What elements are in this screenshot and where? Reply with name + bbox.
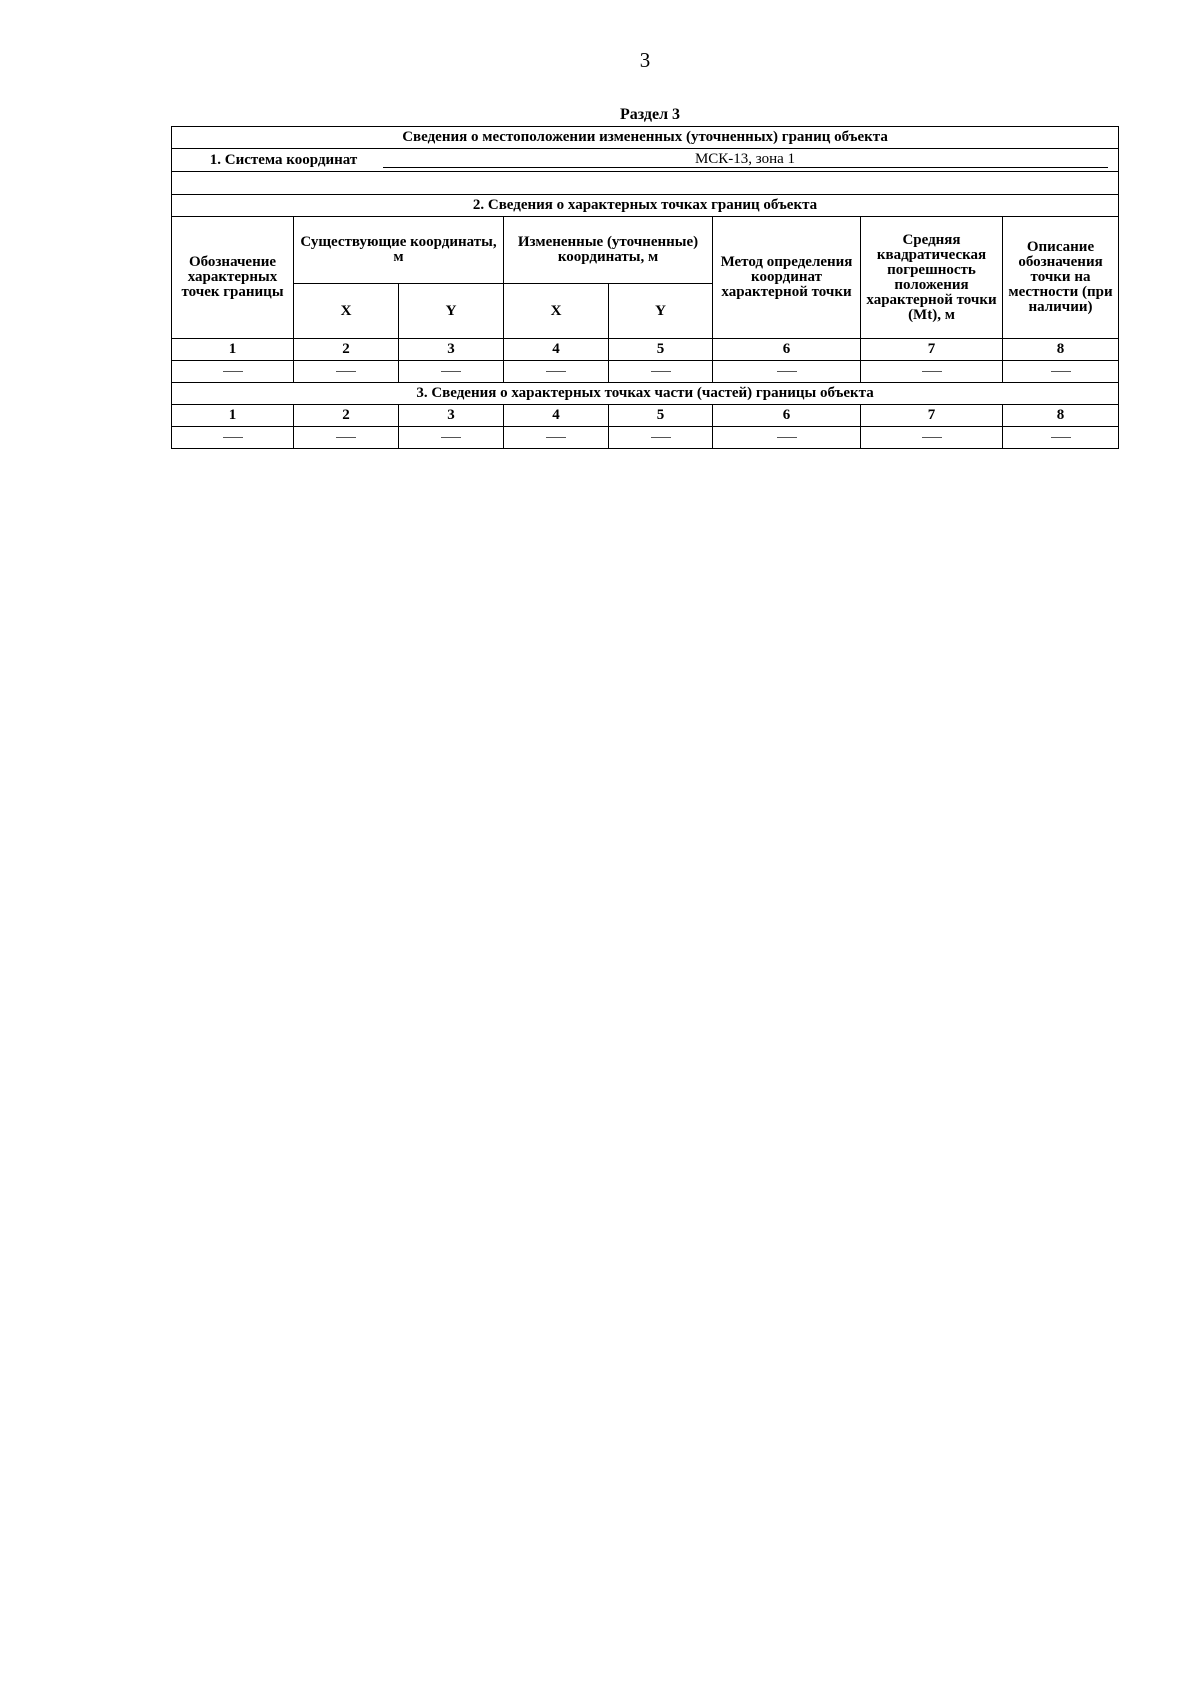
table-cell (294, 361, 399, 383)
column-number: 4 (504, 405, 609, 427)
dash-mark (223, 371, 243, 372)
table-cell (861, 427, 1003, 449)
dash-mark (336, 437, 356, 438)
header-changed-coords: Измененные (уточненные) координаты, м (504, 217, 713, 284)
column-number: 4 (504, 339, 609, 361)
dash-mark (336, 371, 356, 372)
dash-mark (1051, 437, 1071, 438)
column-number: 7 (861, 405, 1003, 427)
dash-mark (441, 437, 461, 438)
part3-empty-row (172, 427, 1119, 449)
header-changed-x: X (504, 284, 609, 339)
column-number: 5 (609, 339, 713, 361)
dash-mark (651, 371, 671, 372)
header-error: Средняя квадратическая погрешность положения характерной точки (Mt), м (861, 217, 1003, 339)
dash-mark (546, 371, 566, 372)
part3-title: 3. Сведения о характерных точках части (частей) границы объекта (172, 383, 1119, 405)
blank-row (172, 172, 1119, 195)
coordinate-system-label: 1. Система координат (209, 152, 358, 168)
table-cell (609, 427, 713, 449)
table-caption: Сведения о местоположении измененных (уточненных) границ объекта (172, 127, 1119, 149)
table-cell (504, 427, 609, 449)
coordinate-system-row (172, 149, 1119, 172)
header-existing-coords: Существующие координаты, м (294, 217, 504, 284)
column-number: 6 (713, 405, 861, 427)
table-cell (399, 361, 504, 383)
column-number: 3 (399, 339, 504, 361)
header-description: Описание обозначения точки на местности (при наличии) (1003, 217, 1119, 339)
table-cell (1003, 361, 1119, 383)
header-designation: Обозначение характерных точек границы (172, 217, 294, 339)
dash-mark (777, 371, 797, 372)
dash-mark (922, 437, 942, 438)
header-changed-y: Y (609, 284, 713, 339)
column-number: 8 (1003, 405, 1119, 427)
header-method: Метод определения координат характерной точки (713, 217, 861, 339)
table-cell (861, 361, 1003, 383)
column-number: 5 (609, 405, 713, 427)
header-existing-x: X (294, 284, 399, 339)
table-cell (504, 361, 609, 383)
table-cell (399, 427, 504, 449)
dash-mark (223, 437, 243, 438)
part2-title: 2. Сведения о характерных точках границ объекта (172, 195, 1119, 217)
dash-mark (777, 437, 797, 438)
dash-mark (651, 437, 671, 438)
table-cell (294, 427, 399, 449)
column-number: 2 (294, 339, 399, 361)
page-number: 3 (639, 48, 651, 72)
dash-mark (922, 371, 942, 372)
table-cell (1003, 427, 1119, 449)
table-cell (713, 361, 861, 383)
column-number: 1 (172, 339, 294, 361)
dash-mark (441, 371, 461, 372)
table-cell (609, 361, 713, 383)
coordinate-system-value: МСК-13, зона 1 (383, 152, 1108, 168)
part2-column-numbers (172, 339, 1119, 361)
header-existing-y: Y (399, 284, 504, 339)
boundary-table (171, 126, 1119, 449)
dash-mark (1051, 371, 1071, 372)
section-title: Раздел 3 (619, 106, 681, 123)
part2-empty-row (172, 361, 1119, 383)
part3-column-numbers (172, 405, 1119, 427)
table-cell (172, 361, 294, 383)
column-number: 1 (172, 405, 294, 427)
table-cell (172, 427, 294, 449)
table-cell (713, 427, 861, 449)
column-number: 7 (861, 339, 1003, 361)
column-number: 6 (713, 339, 861, 361)
column-number: 2 (294, 405, 399, 427)
dash-mark (546, 437, 566, 438)
column-number: 3 (399, 405, 504, 427)
column-number: 8 (1003, 339, 1119, 361)
